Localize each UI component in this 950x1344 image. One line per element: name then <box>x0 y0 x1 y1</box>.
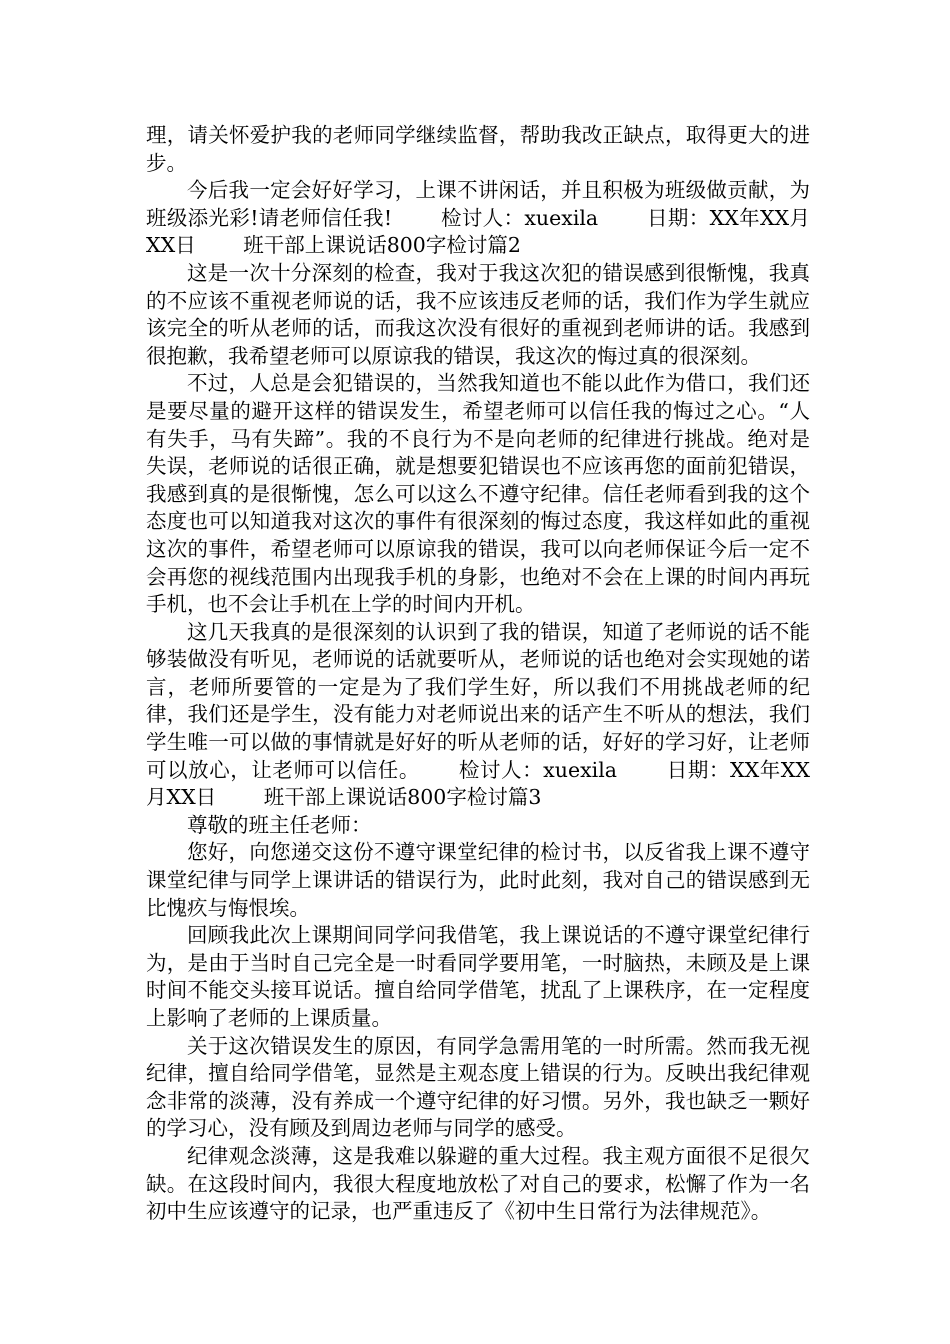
paragraph-5: 这几天我真的是很深刻的认识到了我的错误，知道了老师说的话不能够装做没有听见，老师说的话就要听从，老师说的话也绝对会实现她的诺言，老师所要管的一定是为了我们学生好，所以我们不用挑战老师的纪律，我们还是学生，没有能力对老师说出来的话产生不听从的想法，我们学生唯一可以做的事情就是好好的听从老师的话，好好的学习好，让老师可以放心，让老师可以信任。 检讨人：xuexila 日期：XX年XX月XX日 班干部上课说话800字检讨篇3 <box>146 619 810 810</box>
paragraph-8: 回顾我此次上课期间同学问我借笔，我上课说话的不遵守课堂纪律行为，是由于当时自己完全是一时看同学要用笔，一时脑热，未顾及是上课时间不能交头接耳说话。擅自给同学借笔，扰乱了上课秩序，在一定程度上影响了老师的上课质量。 <box>146 923 810 1030</box>
paragraph-9: 关于这次错误发生的原因，有同学急需用笔的一时所需。然而我无视纪律，擅自给同学借笔，显然是主观态度上错误的行为。反映出我纪律观念非常的淡薄，没有养成一个遵守纪律的好习惯。另外，我也缺乏一颗好的学习心，没有顾及到周边老师与同学的感受。 <box>146 1033 810 1141</box>
document-page <box>146 122 810 1226</box>
paragraph-1: 理，请关怀爱护我的老师同学继续监督，帮助我改正缺点，取得更大的进步。 <box>146 123 810 175</box>
salutation: 尊敬的班主任老师： <box>187 812 372 837</box>
paragraph-4: 不过，人总是会犯错误的，当然我知道也不能以此作为借口，我们还是要尽量的避开这样的错误发生，希望老师可以信任我的悔过之心。“人有失手，马有失蹄”。我的不良行为不是向老师的纪律进行挑战。绝对是失误，老师说的话很正确，就是想要犯错误也不应该再您的面前犯错误，我感到真的是很惭愧，怎么可以这么不遵守纪律。信任老师看到我的这个态度也可以知道我对这次的事件有很深刻的悔过态度，我这样如此的重视这次的事件，希望老师可以原谅我的错误，我可以向老师保证今后一定不会再您的视线范围内出现我手机的身影，也绝对不会在上课的时间内再玩手机，也不会让手机在上学的时间内开机。 <box>146 371 810 617</box>
paragraph-3: 这是一次十分深刻的检查，我对于我这次犯的错误感到很惭愧，我真的不应该不重视老师说的话，我不应该违反老师的话，我们作为学生就应该完全的听从老师的话，而我这次没有很好的重视到老师讲的话。我感到很抱歉，我希望老师可以原谅我的错误，我这次的悔过真的很深刻。 <box>146 260 810 368</box>
paragraph-7: 您好，向您递交这份不遵守课堂纪律的检讨书，以反省我上课不遵守课堂纪律与同学上课讲话的错误行为，此时此刻，我对自己的错误感到无比愧疚与悔恨埃。 <box>146 840 810 920</box>
paragraph-2: 今后我一定会好好学习，上课不讲闲话，并且积极为班级做贡献，为班级添光彩!请老师信任我! 检讨人：xuexila 日期：XX年XX月XX日 班干部上课说话800字检讨篇2 <box>146 178 810 258</box>
paragraph-10: 纪律观念淡薄，这是我难以躲避的重大过程。我主观方面很不足很欠缺。在这段时间内，我很大程度地放松了对自己的要求，松懈了作为一名初中生应该遵守的记录，也严重违反了《初中生日常行为法律规范》。 <box>146 1143 810 1224</box>
